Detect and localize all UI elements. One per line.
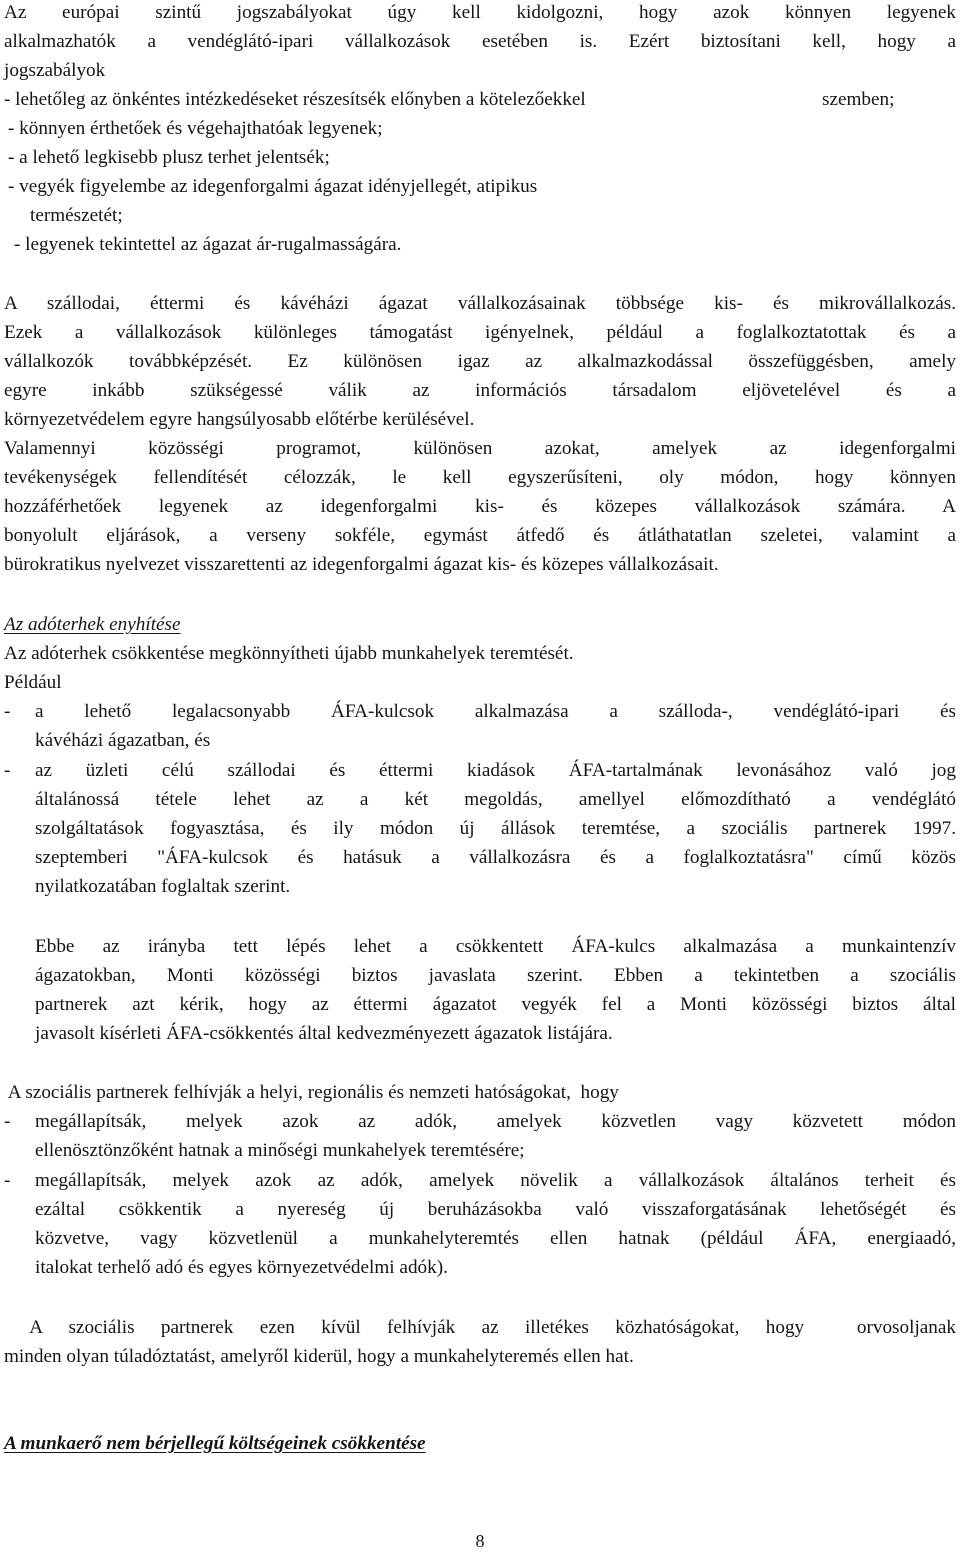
paragraph-line: Például [4, 672, 62, 693]
list-dash: - [4, 1170, 11, 1191]
list-item-line: ellenösztönzőként hatnak a minőségi munkahelyek teremtésére; [35, 1140, 525, 1161]
list-dash: - [4, 701, 11, 722]
paragraph-line: ágazatokban, Monti közösségi biztos javaslata szerint. Ebben a tekintetben a szociális [35, 965, 956, 986]
paragraph-line: A szociális partnerek felhívják a helyi, regionális és nemzeti hatóságokat, hogy [4, 1082, 619, 1103]
intro-line: alkalmazhatók a vendéglátó-ipari vállalkozások esetében is. Ezért biztosítani kell, hogy a [4, 31, 956, 52]
list-item: - könnyen érthetőek és végehajthatóak legyenek; [8, 118, 383, 139]
list-item-line: általánossá tétele lehet az a két megoldás, amellyel előmozdítható a vendéglátó [35, 789, 956, 810]
list-item: - lehetőleg az önkéntes intézkedéseket részesítsék előnyben a kötelezőekkel [4, 89, 586, 110]
paragraph-line: bonyolult eljárások, a verseny sokféle, egymást átfedő és átláthatatlan szeletei, valamint a [4, 525, 956, 546]
paragraph-line: vállalkozók továbbképzését. Ez különösen igaz az alkalmazkodással összefüggésben, amely [4, 351, 956, 372]
list-item-line: szeptemberi "ÁFA-kulcsok és hatásuk a vállalkozásra és a foglalkoztatásra" című közös [35, 847, 956, 868]
list-dash: - [4, 760, 11, 781]
list-item-line: az üzleti célú szállodai és éttermi kiadások ÁFA-tartalmának levonásához való jog [35, 760, 956, 781]
paragraph-line: Ezek a vállalkozások különleges támogatást igényelnek, például a foglalkoztatottak és a [4, 322, 956, 343]
page-number: 8 [475, 1531, 485, 1551]
paragraph-line: bürokratikus nyelvezet visszarettenti az idegenforgalmi ágazat kis- és közepes vállalkozásait. [4, 554, 719, 575]
paragraph-line: tevékenységek fellendítését célozzák, le kell egyszerűsíteni, oly módon, hogy könnyen [4, 467, 956, 488]
paragraph-line: A szociális partnerek ezen kívül felhívják az illetékes közhatóságokat, hogy orvosoljanak [4, 1317, 956, 1338]
paragraph-line: környezetvédelem egyre hangsúlyosabb előtérbe kerülésével. [4, 409, 475, 430]
list-item-line: italokat terhelő adó és egyes környezetvédelmi adók). [35, 1257, 448, 1278]
list-item: - a lehető legkisebb plusz terhet jelentsék; [8, 147, 330, 168]
list-item-line: megállapítsák, melyek azok az adók, amelyek közvetlen vagy közvetett módon [35, 1111, 956, 1132]
list-item-line: nyilatkozatában foglaltak szerint. [35, 876, 291, 897]
list-item-line: közvetve, vagy közvetlenül a munkahelyteremtés ellen hatnak (például ÁFA, energiaadó, [35, 1228, 956, 1249]
paragraph-line: Az adóterhek csökkentése megkönnyítheti újabb munkahelyek teremtését. [4, 643, 574, 664]
list-item-line: szolgáltatások fogyasztása, és ily módon új állások teremtése, a szociális partnerek 1997. [35, 818, 956, 839]
list-item: - vegyék figyelembe az idegenforgalmi ágazat idényjellegét, atipikus [8, 176, 538, 197]
paragraph-line: egyre inkább szükségessé válik az információs társadalom eljövetelével és a [4, 380, 956, 401]
paragraph-line: minden olyan túladóztatást, amelyről kiderül, hogy a munkahelyteremés ellen hat. [4, 1346, 634, 1367]
list-item-line: kávéházi ágazatban, és [35, 730, 211, 751]
list-item-line: ezáltal csökkentik a nyereség új beruházásokba való visszaforgatásának lehetőségét és [35, 1199, 956, 1220]
section-heading: A munkaerő nem bérjellegű költségeinek csökkentése [4, 1433, 426, 1454]
paragraph-line: javasolt kísérleti ÁFA-csökkentés által kedvezményezett ágazatok listájára. [35, 1023, 613, 1044]
list-item-line: a lehető legalacsonyabb ÁFA-kulcsok alkalmazása a szálloda-, vendéglátó-ipari és [35, 701, 956, 722]
paragraph-line: A szállodai, éttermi és kávéházi ágazat vállalkozásainak többsége kis- és mikrovállalkozás. [4, 293, 956, 314]
list-item-line: megállapítsák, melyek azok az adók, amelyek növelik a vállalkozások általános terheit és [35, 1170, 956, 1191]
paragraph-line: Ebbe az irányba tett lépés lehet a csökkentett ÁFA-kulcs alkalmazása a munkaintenzív [35, 936, 956, 957]
section-heading: Az adóterhek enyhítése [4, 614, 181, 635]
paragraph-line: hozzáférhetőek legyenek az idegenforgalmi kis- és közepes vállalkozások számára. A [4, 496, 956, 517]
paragraph-line: Valamennyi közösségi programot, különösen azokat, amelyek az idegenforgalmi [4, 438, 956, 459]
intro-line: jogszabályok [4, 60, 106, 81]
paragraph-line: partnerek azt kérik, hogy az éttermi ágazatot vegyék fel a Monti közösségi biztos által [35, 994, 956, 1015]
list-item-tail: szemben; [822, 89, 895, 110]
list-item: - legyenek tekintettel az ágazat ár-rugalmasságára. [14, 234, 402, 255]
list-item-continuation: természetét; [30, 205, 123, 226]
list-dash: - [4, 1111, 11, 1132]
intro-line: Az európai szintű jogszabályokat úgy kell kidolgozni, hogy azok könnyen legyenek [4, 2, 956, 23]
